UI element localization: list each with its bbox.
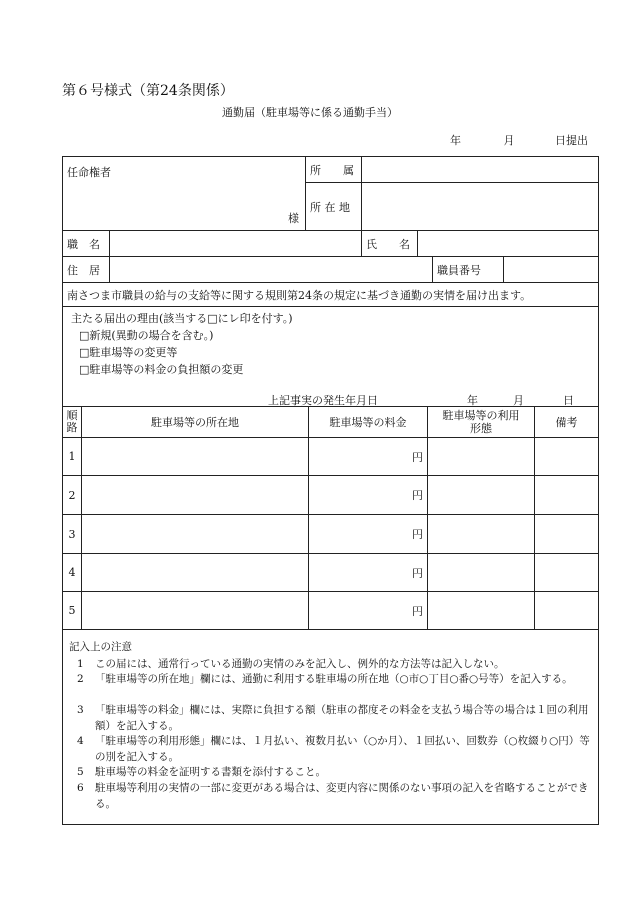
address-field[interactable]: [362, 183, 599, 231]
remarks-field[interactable]: [535, 592, 599, 630]
fee-field[interactable]: [309, 592, 428, 630]
yen-label: 円: [412, 489, 423, 502]
note-number: 3: [77, 704, 84, 716]
route-header-row: [63, 407, 599, 438]
name-label: 氏 名: [362, 231, 418, 256]
form-subtitle: 通勤届（駐車場等に係る通勤手当）: [222, 106, 398, 119]
yen-label: 円: [412, 604, 423, 618]
form-title: 第６号様式（第24条関係）: [62, 83, 234, 99]
route-no: 5: [63, 592, 82, 630]
note-text: 駐車場等の料金を証明する書類を添付すること。: [95, 766, 326, 778]
notes-section: [62, 628, 599, 825]
reason-option-change[interactable]: □駐車場等の変更等: [79, 346, 178, 359]
remarks-field[interactable]: [535, 438, 599, 476]
note-number: 2: [77, 673, 84, 685]
usage-field[interactable]: [428, 476, 535, 515]
appointer-cell[interactable]: [63, 157, 306, 231]
address-label: 所 在 地: [306, 183, 362, 231]
route-no: 3: [63, 515, 82, 554]
usage-field[interactable]: [428, 554, 535, 592]
date-year-label: 年: [450, 134, 461, 147]
submission-date-line: [450, 132, 588, 148]
staff-no-field[interactable]: [504, 257, 599, 282]
fee-field[interactable]: [309, 438, 428, 476]
notes-heading: 記入上の注意: [69, 641, 132, 653]
note-number: 6: [77, 782, 84, 794]
note-text: 「駐車場等の利用形態」欄には、１月払い、複数月払い（○か月）、１回払い、回数券（○枚綴り○円）等の別を記入する。: [95, 735, 590, 763]
note-text: 「駐車場等の所在地」欄には、通勤に利用する駐車場の所在地（○市○丁目○番○号等）を記入する。: [95, 673, 573, 685]
fee-field[interactable]: [309, 554, 428, 592]
remarks-field[interactable]: [535, 554, 599, 592]
date-day-label: 日提出: [555, 134, 588, 147]
yen-label: 円: [412, 566, 423, 580]
route-row: [63, 438, 599, 476]
occurrence-date-label: 上記事実の発生年月日: [268, 394, 378, 407]
route-no: 1: [63, 438, 82, 476]
sama-label: 様: [288, 212, 299, 225]
name-field[interactable]: [418, 231, 599, 256]
fee-field[interactable]: [309, 476, 428, 515]
reason-heading: 主たる届出の理由(該当する□にレ印を付す。): [71, 312, 293, 325]
note-number: 5: [77, 766, 84, 778]
note-text: この届には、通常行っている通勤の実情のみを記入し、例外的な方法等は記入しない。: [95, 658, 505, 670]
residence-label: 住 居: [63, 257, 110, 282]
route-row: [63, 592, 599, 630]
note-number: 4: [77, 735, 84, 747]
reason-section: [62, 306, 599, 406]
usage-field[interactable]: [428, 592, 535, 630]
date-month-label: 月: [503, 134, 515, 147]
yen-label: 円: [412, 528, 423, 541]
route-row: [63, 476, 599, 515]
residence-row: [63, 257, 599, 283]
route-no: 4: [63, 554, 82, 592]
header-route: 順路: [63, 407, 82, 438]
fee-field[interactable]: [309, 515, 428, 554]
header-fee: 駐車場等の料金: [309, 407, 428, 438]
remarks-field[interactable]: [535, 515, 599, 554]
remarks-field[interactable]: [535, 476, 599, 515]
residence-field[interactable]: [110, 257, 433, 282]
applicant-info-table: [62, 156, 599, 307]
staff-no-label: 職員番号: [433, 257, 504, 282]
occurrence-day: 日: [563, 394, 574, 407]
header-remarks: 備考: [535, 407, 599, 438]
name-row: [362, 231, 599, 257]
declaration-text: 南さつま市職員の給与の支給等に関する規則第24条の規定に基づき通勤の実情を届け出ます。: [63, 283, 599, 307]
occurrence-year: 年: [467, 394, 478, 407]
note-text: 駐車場等利用の実情の一部に変更がある場合は、変更内容に関係のない事項の記入を省略することができる。: [95, 782, 589, 810]
reason-option-new[interactable]: □新規(異動の場合を含む。): [79, 329, 214, 342]
job-row: [63, 231, 362, 257]
yen-label: 円: [412, 450, 423, 464]
parking-route-table: [62, 406, 599, 630]
route-no: 2: [63, 476, 82, 515]
note-text: 「駐車場等の料金」欄には、実際に負担する額（駐車の都度その料金を支払う場合等の場合は１回の利用額）を記入する。: [95, 704, 589, 732]
location-field[interactable]: [82, 476, 309, 515]
job-field[interactable]: [110, 231, 362, 256]
dept-field[interactable]: [362, 157, 599, 183]
location-field[interactable]: [82, 554, 309, 592]
location-field[interactable]: [82, 438, 309, 476]
note-number: 1: [77, 658, 84, 670]
header-usage: 駐車場等の利用形態: [428, 407, 535, 438]
route-row: [63, 554, 599, 592]
dept-label: 所 属: [306, 157, 362, 183]
header-location: 駐車場等の所在地: [82, 407, 309, 438]
route-row: [63, 515, 599, 554]
appointer-label: 任命権者: [67, 166, 111, 179]
usage-field[interactable]: [428, 515, 535, 554]
location-field[interactable]: [82, 515, 309, 554]
location-field[interactable]: [82, 592, 309, 630]
usage-field[interactable]: [428, 438, 535, 476]
job-label: 職 名: [63, 231, 110, 256]
reason-option-fee-change[interactable]: □駐車場等の料金の負担額の変更: [79, 363, 244, 376]
occurrence-month: 月: [513, 394, 524, 407]
